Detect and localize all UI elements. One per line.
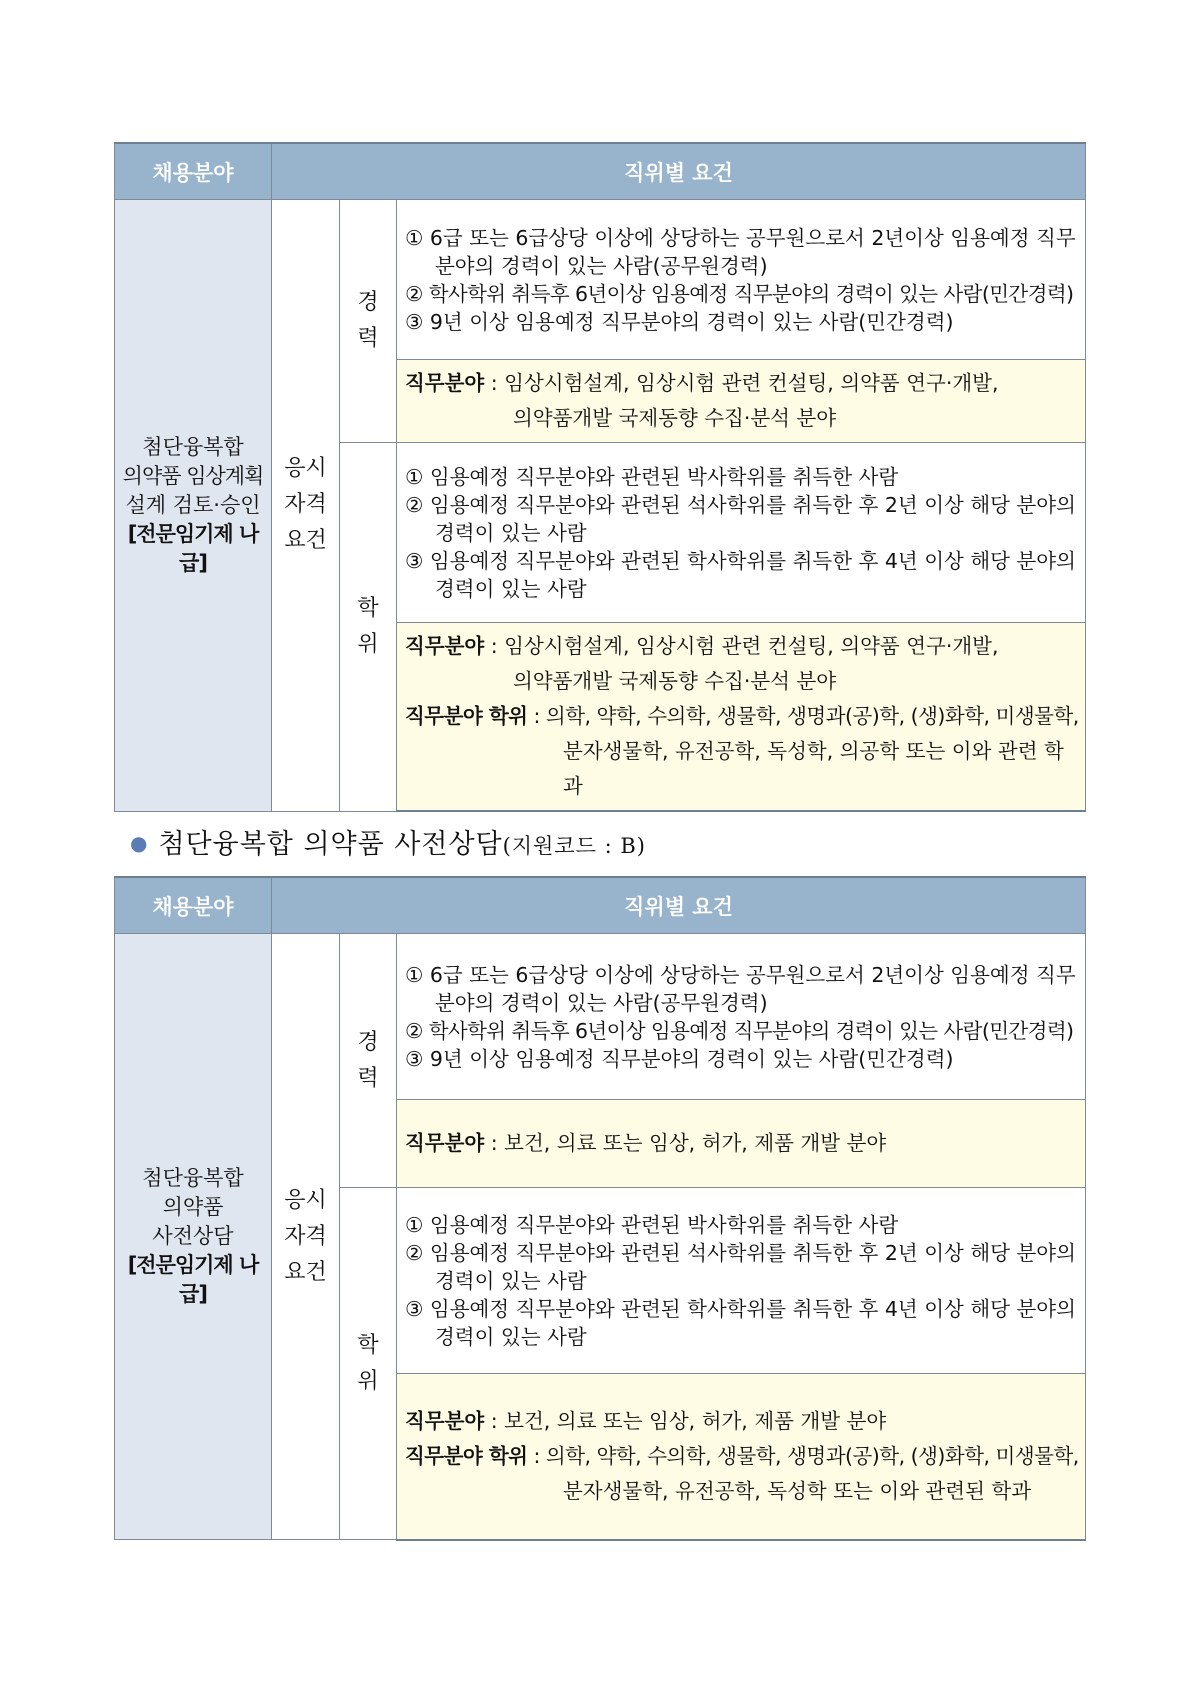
degree-note-text-cont: 분자생물학, 유전공학, 독성학, 의공학 또는 이와 관련 학과 bbox=[563, 739, 1064, 798]
career-label-char: 경 bbox=[357, 1029, 379, 1055]
qual-line: 응시 bbox=[284, 1187, 327, 1213]
career-label-cell bbox=[340, 200, 397, 443]
field-line: 설계 검토·승인 bbox=[125, 492, 261, 517]
qual-line: 요건 bbox=[284, 1259, 327, 1285]
degree-note-cell bbox=[397, 623, 1086, 812]
career-item: ③ 9년 이상 임용예정 직무분야의 경력이 있는 사람(민간경력) bbox=[405, 309, 954, 334]
career-label-char: 경 bbox=[357, 290, 379, 315]
note-sep: : bbox=[484, 634, 505, 658]
career-label-char: 력 bbox=[357, 1065, 379, 1091]
recruit-field-cell bbox=[115, 200, 272, 812]
career-label-cell bbox=[340, 934, 397, 1188]
degree-label-char: 학 bbox=[357, 1332, 379, 1358]
degree-item: ① 임용예정 직무분야와 관련된 박사학위를 취득한 사람 bbox=[405, 1212, 899, 1237]
degree-note-text: 의학, 약학, 수의학, 생물학, 생명과(공)학, (생)화학, 미생물학, bbox=[545, 1443, 1079, 1468]
note-sep: : bbox=[527, 704, 546, 728]
header-field: 채용분야 bbox=[115, 143, 272, 200]
field-line: 사전상담 bbox=[152, 1224, 234, 1248]
degree-note-label: 직무분야 학위 bbox=[405, 704, 528, 728]
degree-label-char: 학 bbox=[357, 595, 379, 621]
qual-line: 응시 bbox=[284, 456, 327, 482]
degree-label-cell bbox=[340, 443, 397, 812]
field-line: 의약품 bbox=[162, 1195, 224, 1219]
degree-items-cell bbox=[397, 1188, 1086, 1374]
degree-label-char: 위 bbox=[357, 1368, 379, 1394]
note-text-cont: 의약품개발 국제동향 수집·분석 분야 bbox=[513, 669, 837, 693]
note-label: 직무분야 bbox=[405, 1408, 485, 1433]
career-item: ① 6급 또는 6급상당 이상에 상당하는 공무원으로서 2년이상 임용예정 직무분야의 경력이 있는 사람(공무원경력) bbox=[405, 962, 1076, 1015]
degree-note-text-cont: 분자생물학, 유전공학, 독성학 또는 이와 관련된 학과 bbox=[563, 1478, 1031, 1503]
degree-note-label: 직무분야 학위 bbox=[405, 1443, 528, 1468]
qual-line: 자격 bbox=[284, 492, 327, 518]
header-requirements: 직위별 요건 bbox=[272, 143, 1086, 200]
note-sep: : bbox=[484, 371, 505, 395]
field-line: 첨단융복합 bbox=[142, 1166, 244, 1190]
bullet-icon: ● bbox=[130, 831, 149, 855]
qualification-cell bbox=[272, 200, 340, 812]
header-field: 채용분야 bbox=[115, 877, 272, 934]
note-label: 직무분야 bbox=[405, 371, 485, 395]
recruit-field-cell bbox=[115, 934, 272, 1540]
career-item: ③ 9년 이상 임용예정 직무분야의 경력이 있는 사람(민간경력) bbox=[405, 1046, 954, 1071]
degree-label-char: 위 bbox=[357, 631, 379, 657]
note-text: 임상시험설계, 임상시험 관련 컨설팅, 의약품 연구·개발, bbox=[504, 371, 999, 395]
section-title-text: 첨단융복합 의약품 사전상담 bbox=[158, 829, 503, 860]
degree-label-cell bbox=[340, 1188, 397, 1540]
note-text: 임상시험설계, 임상시험 관련 컨설팅, 의약품 연구·개발, bbox=[504, 634, 999, 658]
field-grade: [전문임기제 나급] bbox=[127, 521, 259, 575]
note-label: 직무분야 bbox=[405, 1131, 485, 1155]
table-header-row bbox=[115, 877, 1086, 934]
qual-line: 요건 bbox=[284, 528, 327, 554]
note-label: 직무분야 bbox=[405, 634, 485, 658]
field-line: 첨단융복합 bbox=[142, 434, 244, 459]
degree-item: ② 임용예정 직무분야와 관련된 석사학위를 취득한 후 2년 이상 해당 분야의 경력이 있는 사람 bbox=[405, 492, 1076, 545]
qual-line: 자격 bbox=[284, 1223, 327, 1249]
degree-item: ③ 임용예정 직무분야와 관련된 학사학위를 취득한 후 4년 이상 해당 분야의 경력이 있는 사람 bbox=[405, 548, 1076, 601]
career-items-cell bbox=[397, 200, 1086, 360]
note-sep: : bbox=[484, 1408, 505, 1433]
career-item: ② 학사학위 취득후 6년이상 임용예정 직무분야의 경력이 있는 사람(민간경력) bbox=[405, 281, 1074, 306]
field-line: 의약품 임상계획 bbox=[122, 463, 264, 488]
note-text: 보건, 의료 또는 임상, 허가, 제품 개발 분야 bbox=[504, 1131, 887, 1155]
degree-item: ③ 임용예정 직무분야와 관련된 학사학위를 취득한 후 4년 이상 해당 분야의 경력이 있는 사람 bbox=[405, 1296, 1076, 1349]
career-item: ① 6급 또는 6급상당 이상에 상당하는 공무원으로서 2년이상 임용예정 직무분야의 경력이 있는 사람(공무원경력) bbox=[405, 225, 1076, 278]
note-text-cont: 의약품개발 국제동향 수집·분석 분야 bbox=[513, 406, 837, 430]
section-code: (지원코드 : B) bbox=[502, 834, 646, 858]
section-title bbox=[130, 822, 646, 861]
header-requirements: 직위별 요건 bbox=[272, 877, 1086, 934]
requirements-table-2 bbox=[114, 876, 1086, 1541]
degree-note-cell bbox=[397, 1374, 1086, 1540]
note-text: 보건, 의료 또는 임상, 허가, 제품 개발 분야 bbox=[504, 1408, 887, 1433]
note-sep: : bbox=[484, 1131, 505, 1155]
degree-item: ① 임용예정 직무분야와 관련된 박사학위를 취득한 사람 bbox=[405, 464, 899, 489]
degree-items-cell bbox=[397, 443, 1086, 623]
career-note-cell bbox=[397, 1100, 1086, 1188]
table-header-row bbox=[115, 143, 1086, 200]
requirements-table-1 bbox=[114, 142, 1086, 812]
career-item: ② 학사학위 취득후 6년이상 임용예정 직무분야의 경력이 있는 사람(민간경력) bbox=[405, 1018, 1074, 1043]
career-label-char: 력 bbox=[357, 326, 379, 351]
qualification-cell bbox=[272, 934, 340, 1540]
career-items-cell bbox=[397, 934, 1086, 1100]
degree-item: ② 임용예정 직무분야와 관련된 석사학위를 취득한 후 2년 이상 해당 분야의 경력이 있는 사람 bbox=[405, 1240, 1076, 1293]
note-sep: : bbox=[527, 1443, 546, 1468]
degree-note-text: 의학, 약학, 수의학, 생물학, 생명과(공)학, (생)화학, 미생물학, bbox=[545, 704, 1079, 728]
field-grade: [전문임기제 나급] bbox=[127, 1253, 259, 1306]
career-note-cell bbox=[397, 360, 1086, 443]
